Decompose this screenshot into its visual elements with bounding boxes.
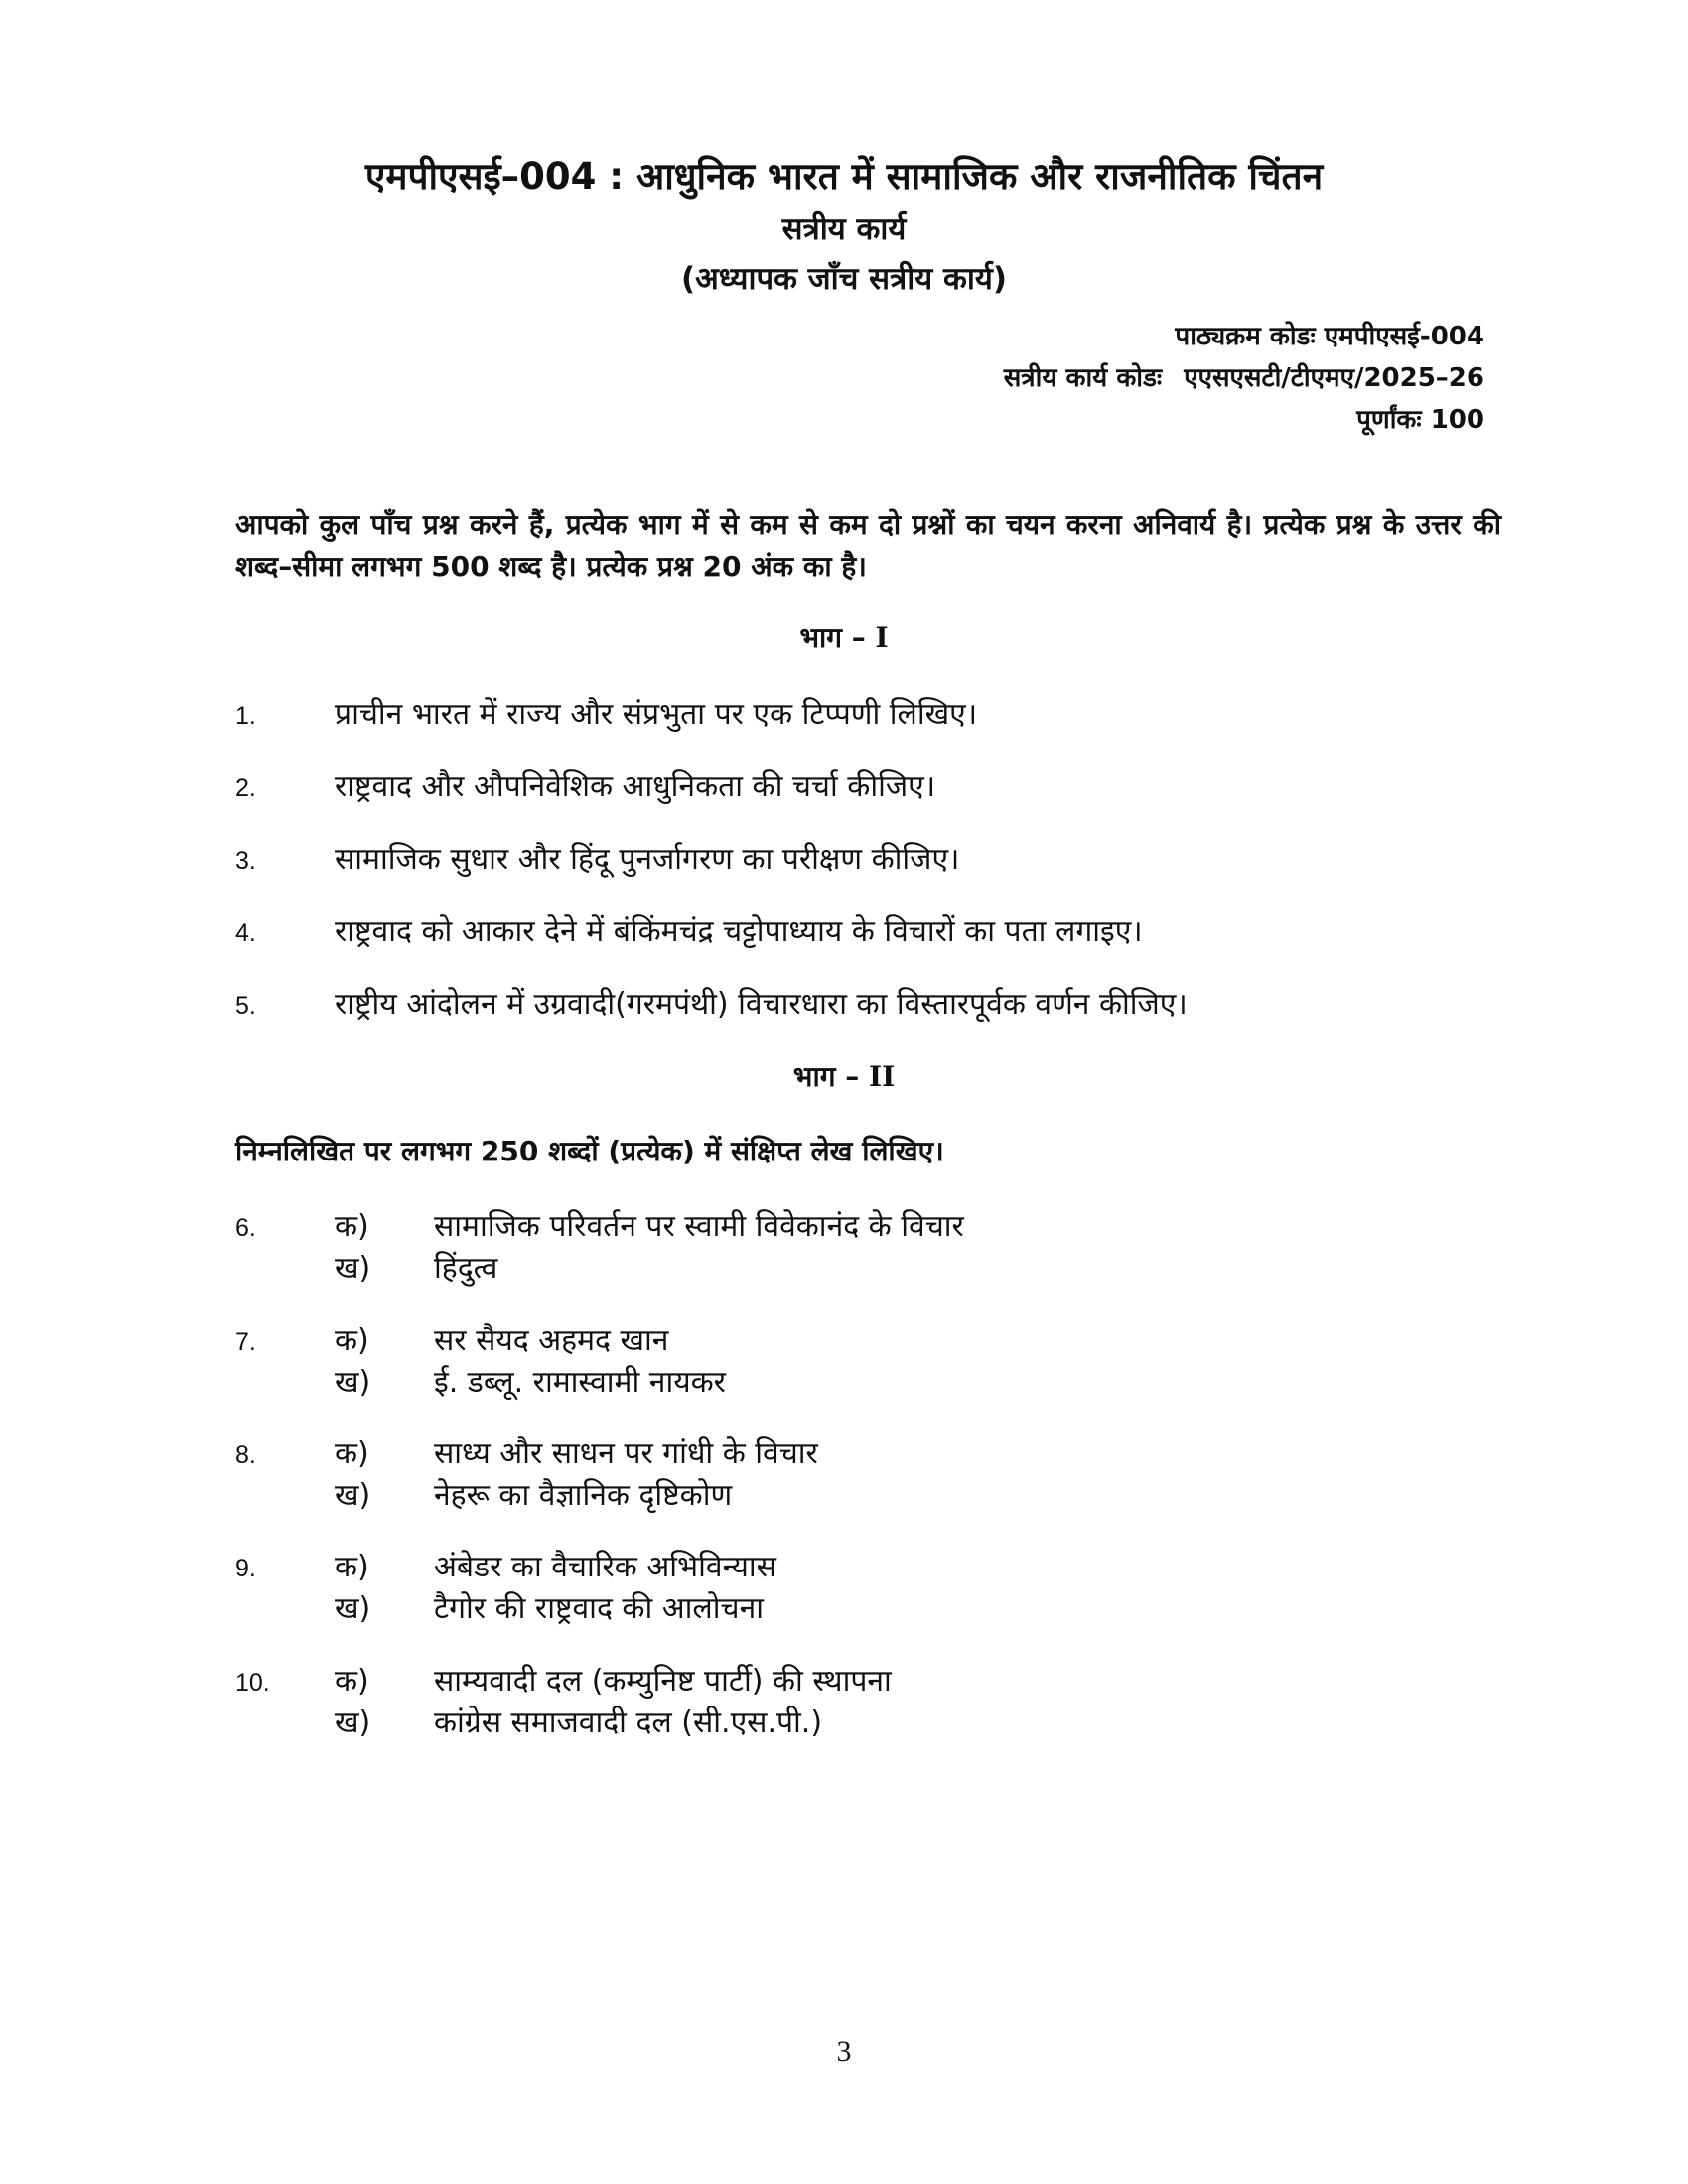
part-2-heading xyxy=(0,1057,1688,1095)
document-title: एमपीएसई–004 : आधुनिक भारत में सामाजिक और राजनीतिक चिंतन xyxy=(364,155,1324,198)
question-2 xyxy=(235,767,935,808)
subpart-b-text: नेहरू का वैज्ञानिक दृष्टिकोण xyxy=(434,1478,733,1513)
part-1-heading-numeral: I xyxy=(875,621,889,654)
max-marks-line xyxy=(1004,399,1484,441)
subpart-b-text: ई. डब्लू. रामास्वामी नायकर xyxy=(434,1365,726,1400)
question-text: राष्ट्रवाद और औपनिवेशिक आधुनिकता की चर्चा कीजिए। xyxy=(335,769,936,804)
subpart-b-marker: ख) xyxy=(335,1365,371,1400)
subpart-b-text: कांग्रेस समाजवादी दल (सी.एस.पी.) xyxy=(434,1706,823,1740)
document-subtitle: सत्रीय कार्य xyxy=(781,211,907,247)
question-4 xyxy=(235,912,1143,953)
subpart-a-marker: क) xyxy=(335,1436,369,1471)
question-number: 9. xyxy=(235,1555,256,1582)
subpart-b-marker: ख) xyxy=(335,1251,371,1286)
subpart-b-marker: ख) xyxy=(335,1591,371,1626)
part-1-heading xyxy=(0,618,1688,656)
course-code-label: पाठ्यक्रम कोडः xyxy=(1175,322,1316,351)
max-marks-label: पूर्णांकः xyxy=(1356,405,1422,435)
question-text: प्राचीन भारत में राज्य और संप्रभुता पर एक टिप्पणी लिखिए। xyxy=(335,697,978,732)
subpart-a-text: अंबेडर का वैचारिक अभिविन्यास xyxy=(434,1550,776,1584)
question-1 xyxy=(235,695,977,736)
question-3 xyxy=(235,840,959,881)
subpart-a-marker: क) xyxy=(335,1323,369,1358)
question-6 xyxy=(235,1206,964,1290)
course-code-line xyxy=(1004,316,1484,357)
question-number: 4. xyxy=(235,919,256,947)
question-number: 2. xyxy=(235,774,256,802)
subpart-b-text: टैगोर की राष्ट्रवाद की आलोचना xyxy=(434,1591,764,1626)
question-number: 3. xyxy=(235,847,256,875)
question-number: 6. xyxy=(235,1214,256,1242)
subpart-a-text: सामाजिक परिवर्तन पर स्वामी विवेकानंद के विचार xyxy=(434,1209,964,1244)
subpart-a-text: साम्यवादी दल (कम्युनिष्ट पार्टी) की स्थापना xyxy=(434,1664,892,1699)
question-number: 8. xyxy=(235,1441,256,1469)
subpart-b-marker: ख) xyxy=(335,1478,371,1513)
subpart-a-text: साध्य और साधन पर गांधी के विचार xyxy=(434,1436,818,1471)
page-number: 3 xyxy=(836,2035,852,2068)
part-1-heading-word: भाग – xyxy=(799,621,866,654)
question-number: 1. xyxy=(235,702,256,730)
question-7 xyxy=(235,1320,726,1404)
question-5 xyxy=(235,985,1188,1025)
part-2-heading-word: भाग – xyxy=(792,1060,860,1093)
document-subtitle-note: (अध्यापक जाँच सत्रीय कार्य) xyxy=(680,261,1008,297)
part-2-heading-numeral: II xyxy=(869,1060,896,1093)
question-text: राष्ट्रीय आंदोलन में उग्रवादी(गरमपंथी) विचारधारा का विस्तारपूर्वक वर्णन कीजिए। xyxy=(335,987,1188,1022)
question-9 xyxy=(235,1547,776,1630)
question-number: 5. xyxy=(235,992,256,1020)
question-8 xyxy=(235,1433,818,1517)
max-marks-value: 100 xyxy=(1430,405,1484,435)
course-code-value: एमपीएसई-004 xyxy=(1324,322,1484,351)
question-number: 7. xyxy=(235,1328,256,1356)
subpart-b-marker: ख) xyxy=(335,1706,371,1740)
document-header xyxy=(0,149,1688,304)
assignment-code-value: एएसएसटी/टीएमए/2025–26 xyxy=(1184,363,1484,393)
assignment-meta xyxy=(1004,316,1484,441)
assignment-code-line xyxy=(1004,357,1484,399)
part-2-instruction: निम्नलिखित पर लगभग 250 शब्दों (प्रत्येक) में संक्षिप्त लेख लिखिए। xyxy=(235,1135,944,1167)
subpart-b-text: हिंदुत्व xyxy=(434,1251,498,1286)
assignment-code-label: सत्रीय कार्य कोडः xyxy=(1003,363,1163,393)
question-text: सामाजिक सुधार और हिंदू पुनर्जागरण का परीक्षण कीजिए। xyxy=(335,842,960,877)
question-10 xyxy=(235,1661,892,1744)
question-text: राष्ट्रवाद को आकार देने में बंकिंमचंद्र चट्टोपाध्याय के विचारों का पता लगाइए। xyxy=(335,914,1143,949)
subpart-a-text: सर सैयद अहमद खान xyxy=(434,1323,669,1358)
question-number: 10. xyxy=(235,1669,270,1697)
general-instructions: आपको कुल पाँच प्रश्न करने हैं, प्रत्येक भाग में से कम से कम दो प्रश्नों का चयन करना अनिवार्य है। प्रत्येक प्रश्न के उत्तर की शब्द–सीमा लगभग 500 शब्द है। प्रत्येक प्रश्न 20 अंक का है। xyxy=(235,508,1501,583)
subpart-a-marker: क) xyxy=(335,1209,369,1244)
subpart-a-marker: क) xyxy=(335,1550,369,1584)
subpart-a-marker: क) xyxy=(335,1664,369,1699)
